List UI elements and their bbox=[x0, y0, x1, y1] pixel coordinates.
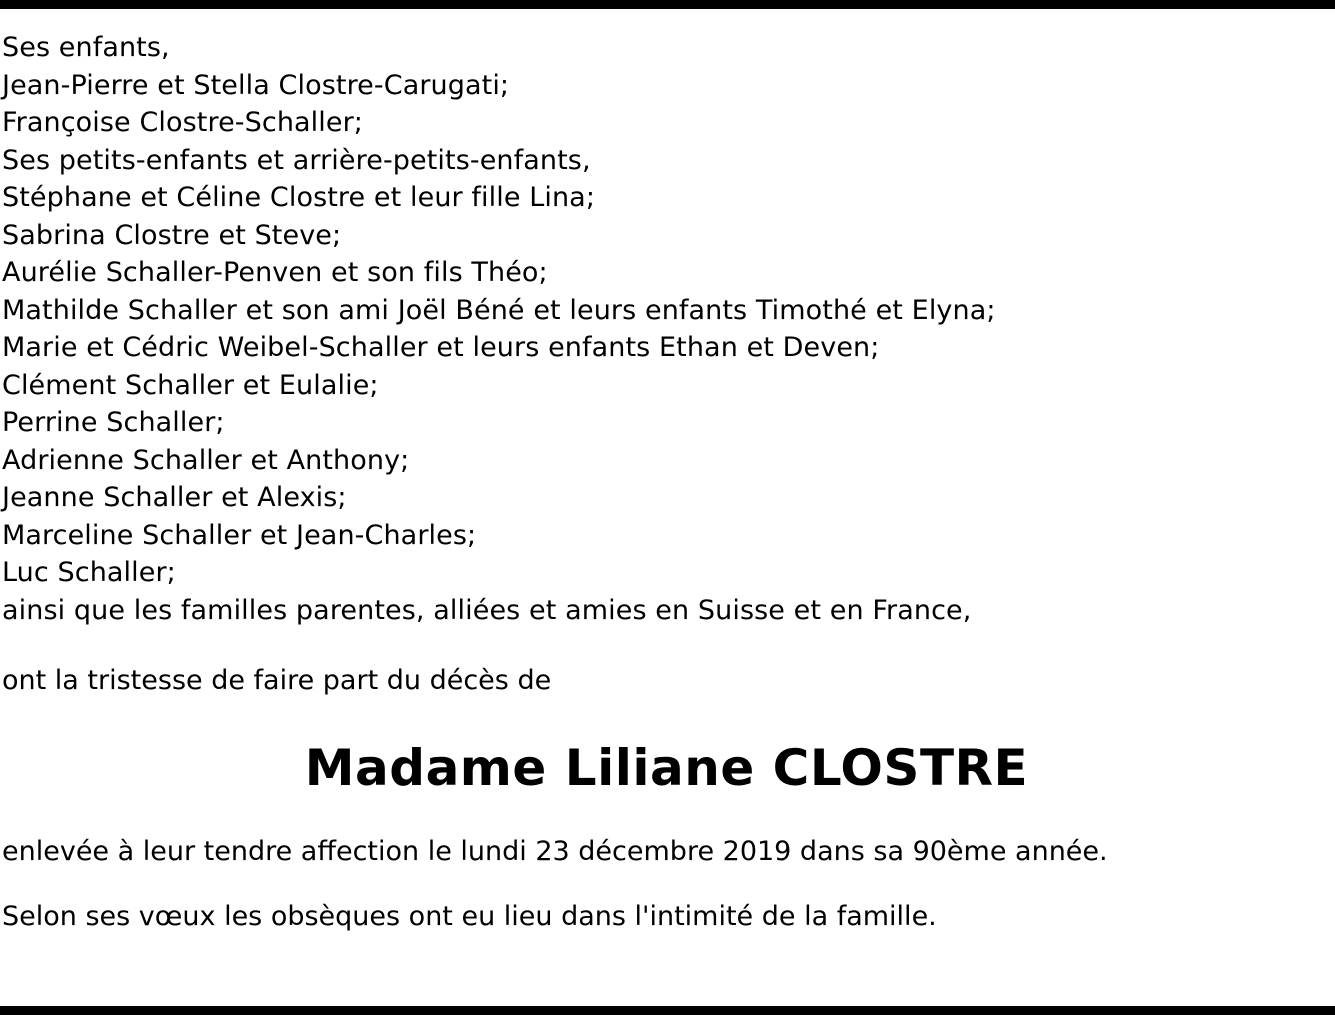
deceased-name: Madame Liliane CLOSTRE bbox=[304, 738, 1029, 797]
family-line: Sabrina Clostre et Steve; bbox=[2, 219, 342, 251]
deceased-name-block bbox=[2, 740, 1331, 798]
family-line: Jean-Pierre et Stella Clostre-Carugati; bbox=[2, 69, 510, 101]
family-line: Clément Schaller et Eulalie; bbox=[2, 369, 379, 401]
top-spacer bbox=[0, 9, 1335, 29]
family-line: Luc Schaller; bbox=[2, 557, 176, 588]
family-line: Adrienne Schaller et Anthony; bbox=[2, 444, 410, 476]
family-line: Françoise Clostre-Schaller; bbox=[2, 107, 363, 138]
family-line: Ses enfants, bbox=[2, 32, 170, 63]
family-list bbox=[2, 29, 1331, 629]
family-line: Marie et Cédric Weibel-Schaller et leurs enfants Ethan et Deven; bbox=[2, 332, 880, 363]
funeral-statement: Selon ses vœux les obsèques ont eu lieu dans l'intimité de la famille. bbox=[2, 900, 937, 932]
notice-body bbox=[0, 29, 1335, 1006]
gap-before-announcement bbox=[2, 629, 1331, 662]
family-line: Perrine Schaller; bbox=[2, 407, 225, 438]
announcement-text: ont la tristesse de faire part du décès de bbox=[2, 665, 552, 696]
family-line: Mathilde Schaller et son ami Joël Béné et leurs enfants Timothé et Elyna; bbox=[2, 294, 996, 326]
bottom-rule bbox=[0, 1006, 1335, 1015]
family-line: ainsi que les familles parentes, alliées et amies en Suisse et en France, bbox=[2, 594, 972, 626]
top-rule bbox=[0, 0, 1335, 9]
family-line: Aurélie Schaller-Penven et son fils Théo; bbox=[2, 257, 548, 288]
family-line: Marceline Schaller et Jean-Charles; bbox=[2, 519, 477, 551]
family-line: Stéphane et Céline Clostre et leur fille Lina; bbox=[2, 182, 596, 213]
family-line: Ses petits-enfants et arrière-petits-enfants, bbox=[2, 144, 591, 176]
family-line: Jeanne Schaller et Alexis; bbox=[2, 482, 347, 513]
death-statement: enlevée à leur tendre affection le lundi 23 décembre 2019 dans sa 90ème année. bbox=[2, 836, 1108, 867]
